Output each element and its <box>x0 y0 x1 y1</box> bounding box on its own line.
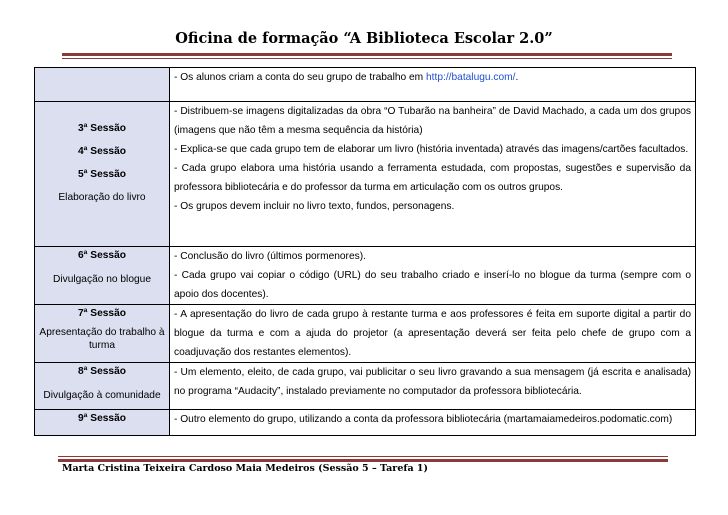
session-description-cell <box>170 247 696 305</box>
session-number: 6ª Sessão <box>78 250 126 261</box>
description-text: - Cada grupo elabora uma história usando a ferramenta estudada, com propostas, sugestões e supervisão da professora bibliotecária e do professor da turma em articulação com os outros grupos. <box>174 163 691 193</box>
session-row <box>35 410 696 436</box>
session-row <box>35 68 696 102</box>
session-phase: Divulgação à comunidade <box>43 390 161 401</box>
description-paragraph <box>174 266 691 304</box>
document-title: Oficina de formação “A Biblioteca Escolar 2.0” <box>175 30 553 47</box>
session-label-cell <box>35 247 170 305</box>
session-row <box>35 363 696 410</box>
description-paragraph <box>174 247 691 266</box>
session-label-cell <box>35 102 170 247</box>
session-label-cell <box>35 363 170 410</box>
description-text: - Cada grupo vai copiar o código (URL) do seu trabalho criado e inserí-lo no blogue da turma (sempre com o apoio dos docentes). <box>174 270 691 300</box>
session-description-cell <box>170 410 696 436</box>
description-text: - A apresentação do livro de cada grupo à restante turma e aos professores é feita em suporte digital a partir do blogue da turma e com a ajuda do projetor (a apresentação deverá ser feita pelo chefe de grupo com a coadjuvação dos restantes elementos). <box>174 309 691 358</box>
description-paragraph <box>174 363 691 401</box>
session-phase: Divulgação no blogue <box>53 274 151 285</box>
description-paragraph <box>174 197 691 216</box>
session-phase: Elaboração do livro <box>58 192 146 203</box>
description-text: - Distribuem-se imagens digitalizadas da obra “O Tubarão na banheira” de David Machado, a cada um dos grupos (imagens que não têm a mesma sequência da história) <box>174 106 691 136</box>
header-rule-thin <box>62 58 672 59</box>
description-paragraph <box>174 68 691 87</box>
session-row <box>35 305 696 363</box>
session-number: 4ª Sessão <box>78 146 126 157</box>
description-paragraph <box>174 102 691 140</box>
session-number: 9ª Sessão <box>78 413 126 424</box>
description-paragraph <box>174 305 691 362</box>
session-number: 7ª Sessão <box>78 308 126 319</box>
description-tail: . <box>515 72 519 83</box>
session-label-cell <box>35 305 170 363</box>
description-paragraph <box>174 159 691 197</box>
description-text: - Os grupos devem incluir no livro texto, fundos, personagens. <box>174 201 455 212</box>
description-paragraph <box>174 140 691 159</box>
session-description-cell <box>170 68 696 102</box>
session-number: 3ª Sessão <box>78 123 126 134</box>
session-label-cell <box>35 410 170 436</box>
session-description-cell <box>170 102 696 247</box>
description-paragraph <box>174 410 691 429</box>
description-text: - Outro elemento do grupo, utilizando a conta da professora bibliotecária (martamaiamedeiros.podomatic.com) <box>174 414 673 425</box>
session-row <box>35 102 696 247</box>
session-row <box>35 247 696 305</box>
batalugu-link[interactable]: http://batalugu.com/ <box>426 72 516 83</box>
session-number: 8ª Sessão <box>78 366 126 377</box>
session-label-cell <box>35 68 170 102</box>
session-description-cell <box>170 363 696 410</box>
session-description-cell <box>170 305 696 363</box>
description-text: - Conclusão do livro (últimos pormenores). <box>174 251 366 262</box>
footer-rule-thin <box>58 456 668 457</box>
session-phase: Apresentação do trabalho à turma <box>39 327 165 351</box>
description-text: - Explica-se que cada grupo tem de elaborar um livro (história inventada) através das imagens/cartões facultados. <box>174 144 689 155</box>
description-text: - Os alunos criam a conta do seu grupo de trabalho em <box>174 72 426 83</box>
session-number: 5ª Sessão <box>78 169 126 180</box>
footer-rule <box>58 459 668 462</box>
header-rule <box>62 53 672 56</box>
document-footer: Marta Cristina Teixeira Cardoso Maia Medeiros (Sessão 5 – Tarefa 1) <box>62 463 429 474</box>
session-table <box>34 67 696 436</box>
description-text: - Um elemento, eleito, de cada grupo, vai publicitar o seu livro gravando a sua mensagem (já escrita e analisada) no programa “Audacity”, instalado previamente no computador da professora bibliotecária. <box>174 367 691 397</box>
